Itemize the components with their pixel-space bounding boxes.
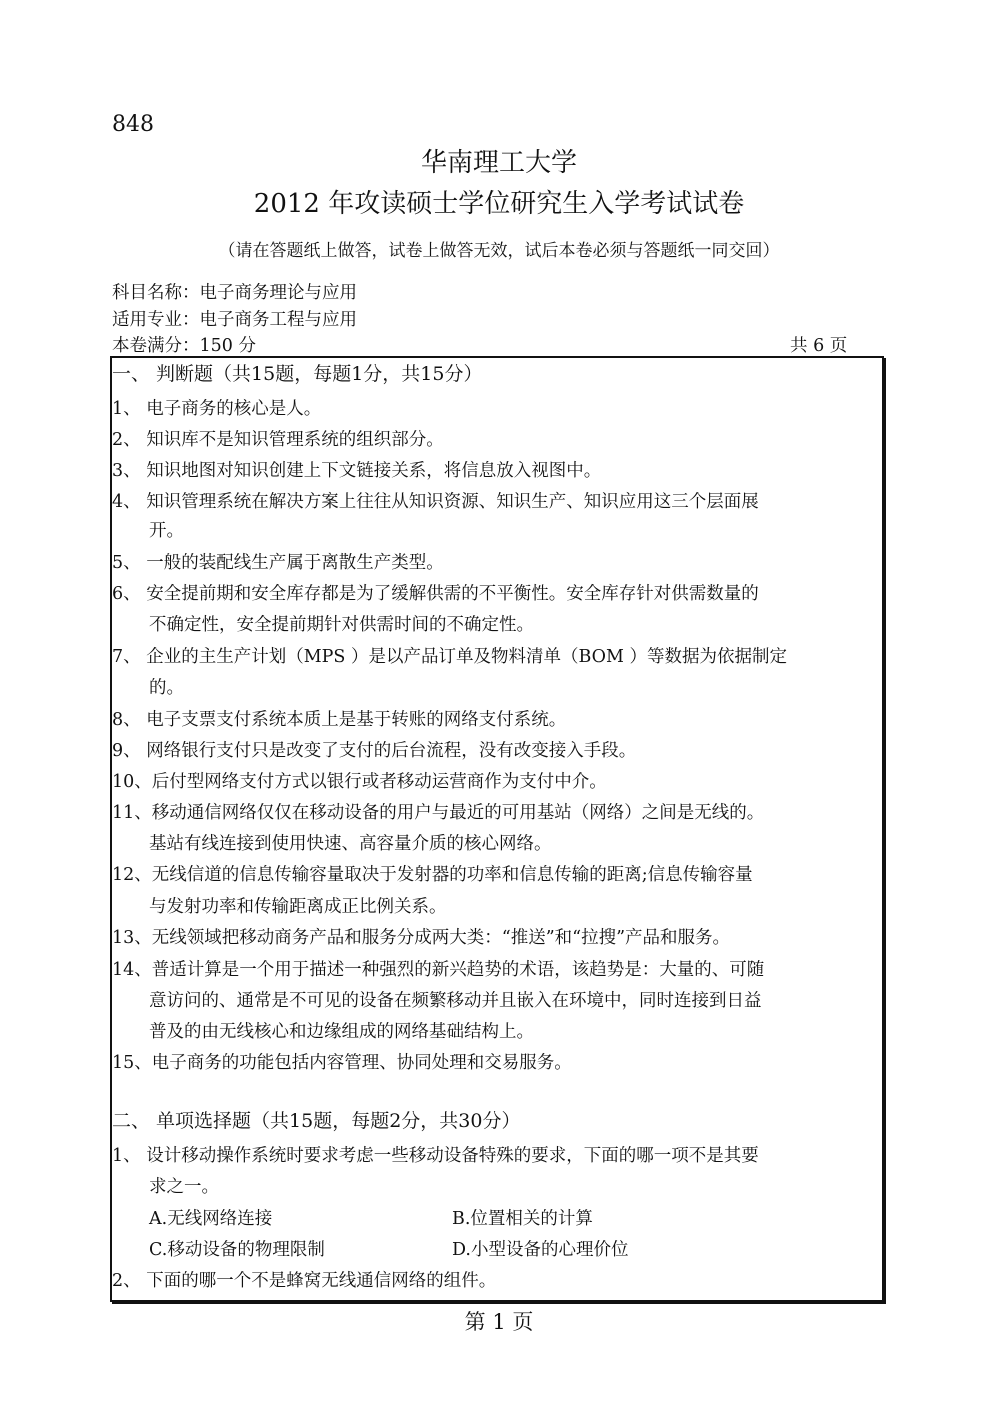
exam-instruction: （请在答题纸上做答，试卷上做答无效，试后本卷必须与答题纸一同交回） [218, 241, 780, 261]
choice-option-a: A.无线网络连接 [149, 1209, 273, 1229]
question-continuation: 意访问的、通常是不可见的设备在频繁移动并且嵌入在环境中，同时连接到日益 [149, 991, 762, 1011]
choice-option-d: D.小型设备的心理价位 [452, 1240, 629, 1260]
choice-option-c: C.移动设备的物理限制 [149, 1240, 325, 1260]
section-heading-single-choice: 二、 单项选择题（共15题，每题2分，共30分） [112, 1110, 521, 1132]
section-heading-true-false: 一、 判断题（共15题，每题1分，共15分） [112, 363, 483, 385]
question-line: 8、 电子支票支付系统本质上是基于转账的网络支付系统。 [112, 710, 567, 730]
question-line: 14、普适计算是一个用于描述一种强烈的新兴趋势的术语，该趋势是：大量的、可随 [112, 960, 765, 980]
question-line: 9、 网络银行支付只是改变了支付的后台流程，没有改变接入手段。 [112, 741, 637, 761]
page-number: 第 1 页 [464, 1310, 534, 1334]
question-continuation: 与发射功率和传输距离成正比例关系。 [149, 897, 447, 917]
question-continuation: 开。 [149, 521, 184, 541]
question-line: 1、 设计移动操作系统时要求考虑一些移动设备特殊的要求，下面的哪一项不是其要 [112, 1146, 759, 1166]
question-continuation: 求之一。 [149, 1177, 219, 1197]
question-line: 5、 一般的装配线生产属于离散生产类型。 [112, 553, 444, 573]
question-line: 10、后付型网络支付方式以银行或者移动运营商作为支付中介。 [112, 772, 607, 792]
question-line: 2、 知识库不是知识管理系统的组织部分。 [112, 430, 444, 450]
school-name: 华南理工大学 [420, 148, 577, 178]
subject-name: 科目名称：电子商务理论与应用 [112, 283, 357, 303]
total-pages: 共 6 页 [790, 336, 848, 356]
question-line: 12、无线信道的信息传输容量取决于发射器的功率和信息传输的距离;信息传输容量 [112, 865, 753, 885]
question-line: 15、电子商务的功能包括内容管理、协同处理和交易服务。 [112, 1053, 572, 1073]
exam-code: 848 [112, 112, 154, 137]
full-score: 本卷满分：150 分 [112, 336, 256, 356]
question-continuation: 的。 [149, 678, 184, 698]
applicable-major: 适用专业：电子商务工程与应用 [112, 310, 357, 330]
question-line: 4、 知识管理系统在解决方案上往往从知识资源、知识生产、知识应用这三个层面展 [112, 492, 759, 512]
question-continuation: 基站有线连接到使用快速、高容量介质的核心网络。 [149, 834, 552, 854]
question-line: 13、无线领域把移动商务产品和服务分成两大类：“推送”和“拉搜”产品和服务。 [112, 928, 731, 948]
choice-option-b: B.位置相关的计算 [452, 1209, 593, 1229]
question-continuation: 不确定性，安全提前期针对供需时间的不确定性。 [149, 615, 534, 635]
question-line: 1、 电子商务的核心是人。 [112, 399, 322, 419]
question-line: 6、 安全提前期和安全库存都是为了缓解供需的不平衡性。安全库存针对供需数量的 [112, 584, 759, 604]
question-line: 7、 企业的主生产计划（MPS ）是以产品订单及物料清单（BOM ）等数据为依据制定 [112, 647, 787, 667]
question-line: 3、 知识地图对知识创建上下文链接关系，将信息放入视图中。 [112, 461, 602, 481]
question-continuation: 普及的由无线核心和边缘组成的网络基础结构上。 [149, 1022, 534, 1042]
exam-title: 2012 年攻读硕士学位研究生入学考试试卷 [253, 189, 745, 219]
question-line: 11、移动通信网络仅仅在移动设备的用户与最近的可用基站（网络）之间是无线的。 [112, 803, 765, 823]
question-line: 2、 下面的哪一个不是蜂窝无线通信网络的组件。 [112, 1271, 497, 1291]
